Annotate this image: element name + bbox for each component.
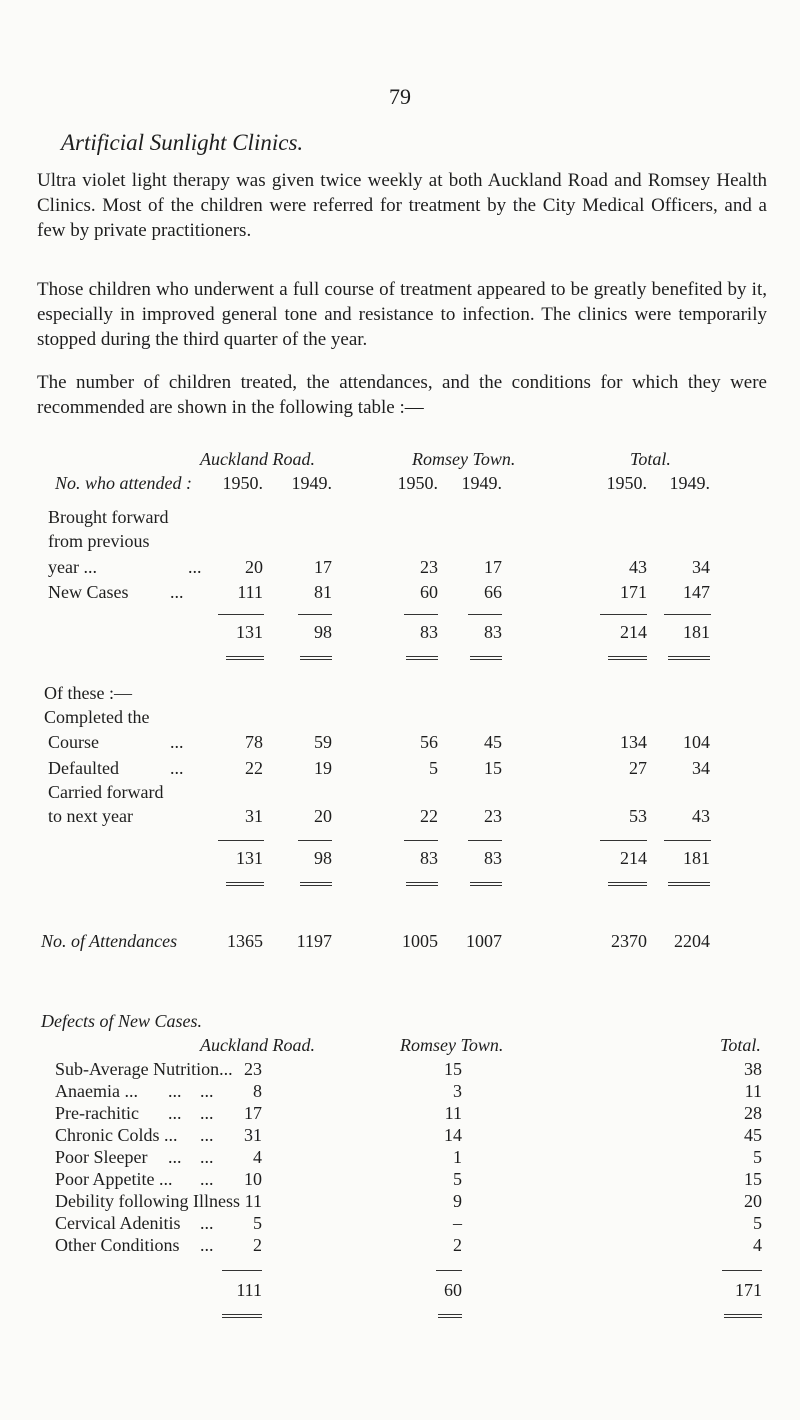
sum-rule: [218, 614, 264, 615]
row-label-header: No. who attended :: [55, 473, 192, 493]
defect-cell: 3: [453, 1081, 462, 1101]
defect-cell: 31: [244, 1125, 262, 1145]
header-romsey-town: Romsey Town.: [412, 449, 516, 469]
year-header: 1949.: [669, 473, 710, 493]
attendance-cell: 1197: [296, 931, 332, 951]
defect-cell: 17: [244, 1103, 262, 1123]
table-cell: 56: [420, 732, 438, 752]
sum-rule: [600, 614, 647, 615]
defect-cell: –: [453, 1213, 462, 1233]
sum-rule: [436, 1270, 462, 1271]
total-double-rule: [300, 656, 332, 660]
subtotal-cell: 98: [314, 622, 332, 642]
year-header: 1950.: [222, 473, 263, 493]
defect-label: Poor Appetite ...: [55, 1169, 173, 1189]
defect-total: 111: [236, 1280, 262, 1300]
subtotal-cell: 83: [420, 622, 438, 642]
leader-dots: ...: [200, 1103, 214, 1123]
subtotal-cell: 131: [236, 622, 263, 642]
attendances-label: No. of Attendances: [41, 931, 178, 951]
table-cell: 43: [629, 557, 647, 577]
column-header: Romsey Town.: [400, 1035, 504, 1055]
table-cell: 23: [420, 557, 438, 577]
total-double-rule: [668, 882, 710, 886]
table-cell: 15: [484, 758, 502, 778]
defect-total: 60: [444, 1280, 462, 1300]
leader-dots: ...: [188, 557, 202, 577]
year-header: 1950.: [606, 473, 647, 493]
defect-cell: 8: [253, 1081, 262, 1101]
of-these-label: Of these :—: [44, 683, 132, 703]
leader-dots: ...: [168, 1081, 182, 1101]
total-double-rule: [724, 1314, 762, 1318]
table-cell: 22: [245, 758, 263, 778]
defect-cell: 15: [444, 1059, 462, 1079]
total-double-rule: [470, 882, 502, 886]
defect-cell: 1: [453, 1147, 462, 1167]
defect-cell: 5: [753, 1213, 762, 1233]
total-double-rule: [406, 656, 438, 660]
year-header: 1950.: [397, 473, 438, 493]
total-double-rule: [222, 1314, 262, 1318]
paragraph-1: Ultra violet light therapy was given twice weekly at both Auckland Road and Romsey Health Clinics. Most of the children were referred for treatment by the City Medical Officers, and a few by private practitioners.: [37, 170, 767, 241]
table-cell: 20: [245, 557, 263, 577]
sum-rule: [298, 840, 332, 841]
leader-dots: ...: [200, 1081, 214, 1101]
total-double-rule: [608, 656, 647, 660]
defect-cell: 5: [753, 1147, 762, 1167]
defect-cell: 23: [244, 1059, 262, 1079]
table-cell: 147: [683, 582, 710, 602]
table-cell: 43: [692, 806, 710, 826]
table-cell: 22: [420, 806, 438, 826]
row-label: to next year: [48, 806, 133, 826]
table-cell: 31: [245, 806, 263, 826]
total-double-rule: [608, 882, 647, 886]
table-cell: 45: [484, 732, 502, 752]
defect-cell: 38: [744, 1059, 762, 1079]
defect-cell: 4: [253, 1147, 262, 1167]
total-double-rule: [300, 882, 332, 886]
table-cell: 78: [245, 732, 263, 752]
defect-cell: 20: [744, 1191, 762, 1211]
table-cell: 19: [314, 758, 332, 778]
subtotal-cell: 181: [683, 848, 710, 868]
defect-cell: 2: [253, 1235, 262, 1255]
paragraph-2: Those children who underwent a full course of treatment appeared to be greatly benefited by it, especially in improved general tone and resistance to infection. The clinics were temporarily stopped during the third quarter of the year.: [37, 279, 767, 350]
table-cell: 17: [484, 557, 502, 577]
table-cell: 111: [237, 582, 263, 602]
row-label: Defaulted: [48, 758, 119, 778]
defect-cell: 28: [744, 1103, 762, 1123]
defect-label: Other Conditions: [55, 1235, 180, 1255]
table-cell: 81: [314, 582, 332, 602]
leader-dots: ...: [200, 1235, 214, 1255]
table-cell: 60: [420, 582, 438, 602]
sum-rule: [722, 1270, 762, 1271]
row-label: New Cases: [48, 582, 129, 602]
defect-cell: 45: [744, 1125, 762, 1145]
leader-dots: ...: [170, 582, 184, 602]
leader-dots: ...: [170, 758, 184, 778]
section-title: Artificial Sunlight Clinics.: [61, 130, 304, 155]
sum-rule: [468, 840, 502, 841]
leader-dots: ...: [170, 732, 184, 752]
sum-rule: [468, 614, 502, 615]
defect-cell: 5: [453, 1169, 462, 1189]
attendance-cell: 1007: [466, 931, 502, 951]
table-cell: 27: [629, 758, 647, 778]
subtotal-cell: 83: [420, 848, 438, 868]
defect-label: Chronic Colds ...: [55, 1125, 178, 1145]
sum-rule: [218, 840, 264, 841]
sum-rule: [664, 614, 711, 615]
subtotal-cell: 131: [236, 848, 263, 868]
defect-cell: 5: [253, 1213, 262, 1233]
table-cell: 66: [484, 582, 502, 602]
leader-dots: ...: [200, 1147, 214, 1167]
table-cell: 17: [314, 557, 332, 577]
defect-label: Anaemia ...: [55, 1081, 138, 1101]
table-cell: 23: [484, 806, 502, 826]
table-cell: 53: [629, 806, 647, 826]
defect-total: 171: [735, 1280, 762, 1300]
subtotal-cell: 83: [484, 622, 502, 642]
table-cell: 134: [620, 732, 647, 752]
defects-heading: Defects of New Cases.: [41, 1011, 202, 1031]
defect-cell: 11: [444, 1103, 462, 1123]
paragraph-3: The number of children treated, the attendances, and the conditions for which they were recommended are shown in the following table :—: [37, 372, 767, 418]
defect-label: Pre-rachitic: [55, 1103, 139, 1123]
subtotal-cell: 214: [620, 848, 647, 868]
defect-cell: 11: [744, 1081, 762, 1101]
page-number: 79: [389, 84, 411, 109]
leader-dots: ...: [200, 1169, 214, 1189]
defect-cell: 10: [244, 1169, 262, 1189]
defect-cell: 15: [744, 1169, 762, 1189]
defect-cell: 11: [244, 1191, 262, 1211]
leader-dots: ...: [200, 1125, 214, 1145]
completed-label: Completed the: [44, 707, 150, 727]
sum-rule: [664, 840, 711, 841]
table-cell: 59: [314, 732, 332, 752]
total-double-rule: [406, 882, 438, 886]
row-label: year ...: [48, 557, 97, 577]
total-double-rule: [226, 656, 264, 660]
subtotal-cell: 214: [620, 622, 647, 642]
defect-label: Poor Sleeper: [55, 1147, 148, 1167]
sum-rule: [298, 614, 332, 615]
defect-cell: 14: [444, 1125, 462, 1145]
column-header: Total.: [720, 1035, 761, 1055]
table-cell: 34: [692, 758, 710, 778]
carried-forward-label: Carried forward: [48, 782, 164, 802]
table-cell: 34: [692, 557, 710, 577]
defect-cell: 4: [753, 1235, 762, 1255]
total-double-rule: [438, 1314, 462, 1318]
total-double-rule: [668, 656, 710, 660]
sum-rule: [222, 1270, 262, 1271]
attendance-cell: 1005: [402, 931, 438, 951]
leader-dots: ...: [200, 1213, 214, 1233]
sum-rule: [600, 840, 647, 841]
defect-label: Cervical Adenitis: [55, 1213, 181, 1233]
year-header: 1949.: [461, 473, 502, 493]
brought-forward-label: from previous: [48, 531, 150, 551]
defect-label: Sub-Average Nutrition...: [55, 1059, 233, 1079]
column-header: Auckland Road.: [200, 1035, 315, 1055]
header-total: Total.: [630, 449, 671, 469]
row-label: Course: [48, 732, 99, 752]
total-double-rule: [470, 656, 502, 660]
subtotal-cell: 181: [683, 622, 710, 642]
leader-dots: ...: [168, 1103, 182, 1123]
leader-dots: ...: [168, 1147, 182, 1167]
table-cell: 20: [314, 806, 332, 826]
attendance-cell: 1365: [227, 931, 263, 951]
table-cell: 5: [429, 758, 438, 778]
sum-rule: [404, 614, 438, 615]
defect-label: Debility following Illness: [55, 1191, 240, 1211]
sum-rule: [404, 840, 438, 841]
subtotal-cell: 98: [314, 848, 332, 868]
attendance-cell: 2204: [674, 931, 710, 951]
table-cell: 171: [620, 582, 647, 602]
total-double-rule: [226, 882, 264, 886]
defect-cell: 9: [453, 1191, 462, 1211]
defect-cell: 2: [453, 1235, 462, 1255]
brought-forward-label: Brought forward: [48, 507, 169, 527]
table-cell: 104: [683, 732, 710, 752]
attendance-cell: 2370: [611, 931, 647, 951]
year-header: 1949.: [291, 473, 332, 493]
subtotal-cell: 83: [484, 848, 502, 868]
header-auckland-road: Auckland Road.: [200, 449, 315, 469]
